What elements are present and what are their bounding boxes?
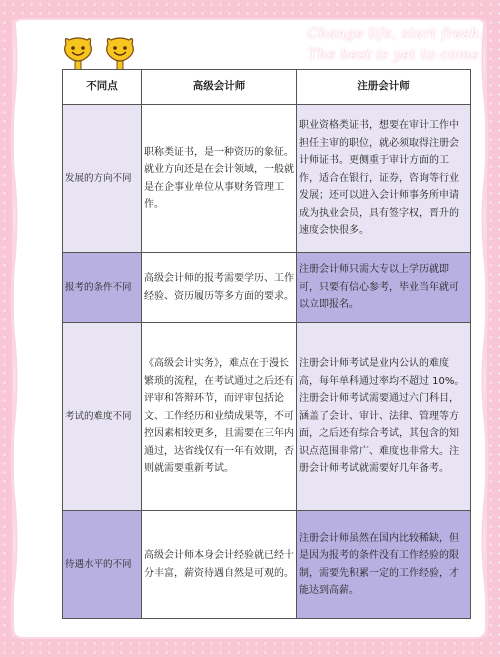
- senior-cell: 高级会计师的报考需要学历、工作经验、资历履历等多方面的要求。: [142, 253, 297, 323]
- row-label: 发展的方向不同: [63, 105, 142, 253]
- smiley-icon: [102, 34, 138, 70]
- senior-cell: 职称类证书，是一种资历的象征。就业方向还是在会计领域，一般就是在企事业单位从事财务管理工作。: [142, 105, 297, 253]
- comparison-table: [62, 69, 471, 619]
- smiley-icon: [60, 34, 96, 70]
- row-label: 报考的条件不同: [63, 253, 142, 323]
- slogan-line-2: The best is yet to come.: [308, 47, 484, 63]
- table-row: [63, 105, 471, 253]
- cpa-cell: 注册会计师只需大专以上学历就即可，只要有信心参考，毕业当年就可以立即报名。: [297, 253, 471, 323]
- wavy-left-border: [10, 20, 18, 637]
- cpa-cell: 职业资格类证书，想要在审计工作中担任主审的职位，就必须取得注册会计师证书。更侧重于审计方面的工作，适合在银行，证券，咨询等行业发展；还可以进入会计师事务所申请成为执业会员，具有签字权，晋升的速度会快很多。: [297, 105, 471, 253]
- table-row: [63, 253, 471, 323]
- header-cpa: 注册会计师: [297, 70, 471, 105]
- cpa-cell: 注册会计师虽然在国内比较稀缺，但是因为报考的条件没有工作经验的限制，需要先积累一定的工作经验，才能达到高薪。: [297, 511, 471, 619]
- row-label: 考试的难度不同: [63, 323, 142, 511]
- row-label: 待遇水平的不同: [63, 511, 142, 619]
- slogan-line-1: Change life, start fresh.: [307, 26, 484, 42]
- table-row: [63, 323, 471, 511]
- cpa-cell: 注册会计师考试是业内公认的难度高，每年单科通过率均不超过 10%。注册会计师考试需要通过六门科目，涵盖了会计、审计、法律、管理等方面，之后还有综合考试，其包含的知识点范围非常广、难度也非常大。注册会计师考试就需要好几年备考。: [297, 323, 471, 511]
- header-difference: 不同点: [63, 70, 142, 105]
- senior-cell: 高级会计师本身会计经验就已经十分丰富，薪资待遇自然是可观的。: [142, 511, 297, 619]
- table-row: [63, 511, 471, 619]
- wavy-right-border: [481, 20, 489, 637]
- table-header-row: [63, 70, 471, 105]
- header-senior-accountant: 高级会计师: [142, 70, 297, 105]
- senior-cell: 《高级会计实务》，难点在于漫长繁琐的流程，在考试通过之后还有评审和答辩环节，而评审包括论文、工作经历和业绩成果等，不可控因素相较更多，且需要在三年内通过，达省线仅有一年有效期，否则就需要重新考试。: [142, 323, 297, 511]
